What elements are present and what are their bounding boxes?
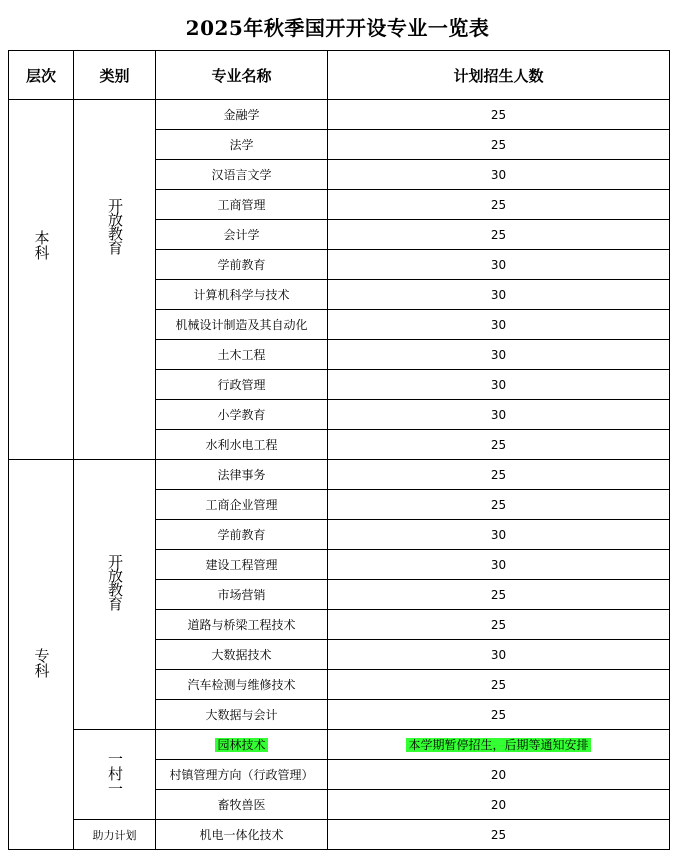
major-highlight: 园林技术 [217, 738, 266, 752]
table-row [9, 730, 670, 760]
count-cell: 30 [328, 520, 670, 550]
majors-table [8, 50, 670, 850]
count-cell: 30 [328, 400, 670, 430]
major-cell: 法学 [156, 130, 328, 160]
level-label-junior: 专科 [32, 648, 51, 678]
count-cell: 30 [328, 370, 670, 400]
page-title: 2025年秋季国开开设专业一览表 [185, 16, 490, 40]
count-cell: 30 [328, 550, 670, 580]
count-highlight-notice: 本学期暂停招生，后期等通知安排 [408, 738, 589, 752]
major-cell: 金融学 [156, 100, 328, 130]
count-cell: 25 [328, 460, 670, 490]
category-label-village: 一村一 [106, 750, 124, 796]
count-cell: 25 [328, 580, 670, 610]
category-label-open-edu: 开放教育 [106, 198, 124, 254]
level-cell-junior [9, 460, 74, 850]
count-cell: 25 [328, 700, 670, 730]
count-cell: 30 [328, 340, 670, 370]
major-cell: 汉语言文学 [156, 160, 328, 190]
count-cell: 25 [328, 220, 670, 250]
count-cell: 25 [328, 670, 670, 700]
major-cell: 会计学 [156, 220, 328, 250]
count-cell: 25 [328, 100, 670, 130]
header-level: 层次 [9, 51, 74, 100]
header-row [9, 51, 670, 100]
count-cell: 30 [328, 640, 670, 670]
major-cell: 机械设计制造及其自动化 [156, 310, 328, 340]
table-row [9, 100, 670, 130]
major-cell: 道路与桥梁工程技术 [156, 610, 328, 640]
count-cell: 30 [328, 310, 670, 340]
major-cell: 水利水电工程 [156, 430, 328, 460]
level-label-undergrad: 本科 [32, 230, 51, 260]
count-cell: 30 [328, 160, 670, 190]
category-cell-village [74, 730, 156, 820]
count-cell: 25 [328, 610, 670, 640]
major-cell: 学前教育 [156, 520, 328, 550]
major-cell: 工商企业管理 [156, 490, 328, 520]
level-cell-undergrad [9, 100, 74, 460]
header-major: 专业名称 [156, 51, 328, 100]
table-row [9, 820, 670, 850]
major-cell: 建设工程管理 [156, 550, 328, 580]
count-cell: 20 [328, 760, 670, 790]
major-cell [156, 730, 328, 760]
count-cell: 25 [328, 430, 670, 460]
major-cell: 学前教育 [156, 250, 328, 280]
major-cell: 法律事务 [156, 460, 328, 490]
major-cell: 行政管理 [156, 370, 328, 400]
major-cell: 畜牧兽医 [156, 790, 328, 820]
count-cell: 25 [328, 130, 670, 160]
count-cell: 30 [328, 280, 670, 310]
header-count: 计划招生人数 [328, 51, 670, 100]
category-label-open-edu-junior: 开放教育 [106, 554, 124, 610]
major-cell: 小学教育 [156, 400, 328, 430]
count-cell: 25 [328, 190, 670, 220]
count-cell [328, 730, 670, 760]
major-cell: 市场营销 [156, 580, 328, 610]
table-row [9, 460, 670, 490]
major-cell: 大数据技术 [156, 640, 328, 670]
count-cell: 20 [328, 790, 670, 820]
count-cell: 30 [328, 250, 670, 280]
major-cell: 工商管理 [156, 190, 328, 220]
category-cell-assist: 助力计划 [74, 820, 156, 850]
count-cell: 25 [328, 490, 670, 520]
category-cell-open-edu-junior [74, 460, 156, 730]
major-cell: 汽车检测与维修技术 [156, 670, 328, 700]
major-cell: 村镇管理方向（行政管理） [156, 760, 328, 790]
major-cell: 计算机科学与技术 [156, 280, 328, 310]
header-category: 类别 [74, 51, 156, 100]
major-cell: 土木工程 [156, 340, 328, 370]
major-cell: 大数据与会计 [156, 700, 328, 730]
major-cell: 机电一体化技术 [156, 820, 328, 850]
category-cell-open-edu [74, 100, 156, 460]
count-cell: 25 [328, 820, 670, 850]
